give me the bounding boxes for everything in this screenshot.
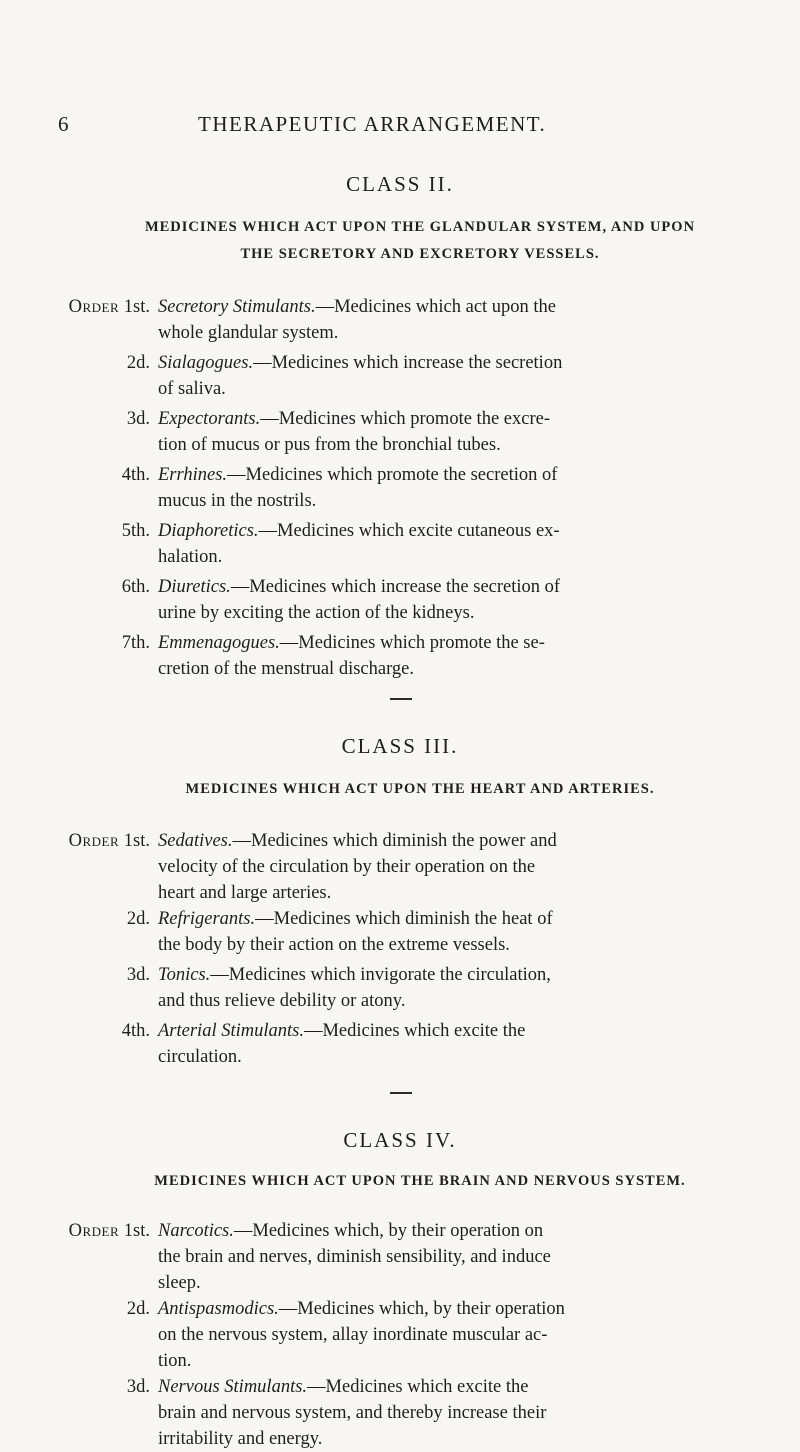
order-text-line: —Medicines which excite cutaneous ex- <box>258 521 560 541</box>
order-ordinal: 5th. <box>121 521 150 541</box>
order-text-line: heart and large arteries. <box>158 883 332 903</box>
order-term: Sedatives. <box>158 831 233 851</box>
section-divider <box>390 698 412 700</box>
order-text-line: —Medicines which increase the secretion of <box>230 577 561 597</box>
order-text-line: —Medicines which promote the secretion of <box>227 465 558 485</box>
class-iii-title: CLASS III. <box>341 734 459 758</box>
order-text-line: the brain and nerves, diminish sensibility, and induce <box>158 1247 551 1267</box>
order-term: Antispasmodics. <box>158 1299 279 1319</box>
order-text-line: circulation. <box>158 1047 242 1067</box>
running-title: THERAPEUTIC ARRANGEMENT. <box>198 112 547 136</box>
subtitle-line: MEDICINES WHICH ACT UPON THE HEART AND ARTERIES. <box>185 781 655 797</box>
order-term: Arterial Stimulants. <box>158 1021 304 1041</box>
order-text-line: of saliva. <box>158 379 226 399</box>
class-iv-subtitle <box>60 1168 780 1195</box>
order-ordinal: 4th. <box>121 465 150 485</box>
subtitle-line: MEDICINES WHICH ACT UPON THE GLANDULAR SYSTEM, AND UPON <box>144 219 696 235</box>
order-text-line: —Medicines which diminish the power and <box>232 831 557 851</box>
class-ii-subtitle <box>60 214 780 268</box>
order-text-line: mucus in the nostrils. <box>158 491 317 511</box>
order-text-line: —Medicines which excite the <box>303 1021 526 1041</box>
class-iv-title: CLASS IV. <box>343 1128 457 1152</box>
order-text-line: velocity of the circulation by their operation on the <box>158 857 536 877</box>
order-text-line: —Medicines which invigorate the circulation, <box>210 965 551 985</box>
order-word: Order <box>68 1221 120 1241</box>
order-text-line: on the nervous system, allay inordinate muscular ac- <box>158 1325 548 1345</box>
order-ordinal: 2d. <box>126 909 150 929</box>
order-ordinal: 6th. <box>121 577 150 597</box>
section-divider <box>390 1092 412 1094</box>
order-ordinal: 1st. <box>123 831 150 851</box>
order-text-line: whole glandular system. <box>158 323 339 343</box>
order-ordinal: 1st. <box>123 1221 150 1241</box>
order-text-line: —Medicines which diminish the heat of <box>255 909 553 929</box>
order-term: Tonics. <box>158 965 211 985</box>
order-text-line: brain and nervous system, and thereby increase their <box>158 1403 547 1423</box>
order-text-line: cretion of the menstrual discharge. <box>158 659 415 679</box>
page-number: 6 <box>58 112 69 136</box>
order-text-line: the body by their action on the extreme vessels. <box>158 935 510 955</box>
order-ordinal: 3d. <box>126 409 150 429</box>
order-text-line: tion of mucus or pus from the bronchial tubes. <box>158 435 501 455</box>
order-text-line: and thus relieve debility or atony. <box>158 991 406 1011</box>
order-text-line: urine by exciting the action of the kidneys. <box>158 603 475 623</box>
order-text-line: irritability and energy. <box>158 1429 323 1449</box>
subtitle-line: THE SECRETORY AND EXCRETORY VESSELS. <box>240 246 600 262</box>
order-text-line: —Medicines which excite the <box>307 1377 529 1397</box>
order-text-line: tion. <box>158 1351 192 1371</box>
order-word: Order <box>68 831 120 851</box>
order-ordinal: 4th. <box>121 1021 150 1041</box>
order-ordinal: 3d. <box>126 1377 150 1397</box>
order-term: Nervous Stimulants. <box>158 1377 308 1397</box>
order-term: Emmenagogues. <box>158 633 280 653</box>
order-ordinal: 2d. <box>126 353 150 373</box>
order-term: Narcotics. <box>158 1221 234 1241</box>
order-term: Diuretics. <box>158 577 231 597</box>
order-text-line: —Medicines which promote the excre- <box>260 409 550 429</box>
order-ordinal: 7th. <box>121 633 150 653</box>
order-term: Secretory Stimulants. <box>158 297 316 317</box>
order-text-line: sleep. <box>158 1273 201 1293</box>
order-term: Refrigerants. <box>158 909 256 929</box>
order-text-line: —Medicines which, by their operation <box>278 1299 565 1319</box>
order-text-line: —Medicines which promote the se- <box>279 633 545 653</box>
order-ordinal: 1st. <box>123 297 150 317</box>
order-ordinal: 3d. <box>126 965 150 985</box>
order-text-line: —Medicines which increase the secretion <box>253 353 563 373</box>
order-term: Sialagogues. <box>158 353 254 373</box>
order-ordinal: 2d. <box>126 1299 150 1319</box>
order-term: Errhines. <box>158 465 228 485</box>
order-term: Diaphoretics. <box>158 521 259 541</box>
class-iii-subtitle <box>60 776 780 803</box>
page-header <box>58 112 718 142</box>
subtitle-line: MEDICINES WHICH ACT UPON THE BRAIN AND NERVOUS SYSTEM. <box>154 1173 686 1189</box>
order-text-line: —Medicines which, by their operation on <box>233 1221 544 1241</box>
order-text-line: —Medicines which act upon the <box>315 297 557 317</box>
order-text-line: halation. <box>158 547 223 567</box>
order-term: Expectorants. <box>158 409 261 429</box>
order-word: Order <box>68 297 120 317</box>
class-ii-title: CLASS II. <box>346 172 454 196</box>
